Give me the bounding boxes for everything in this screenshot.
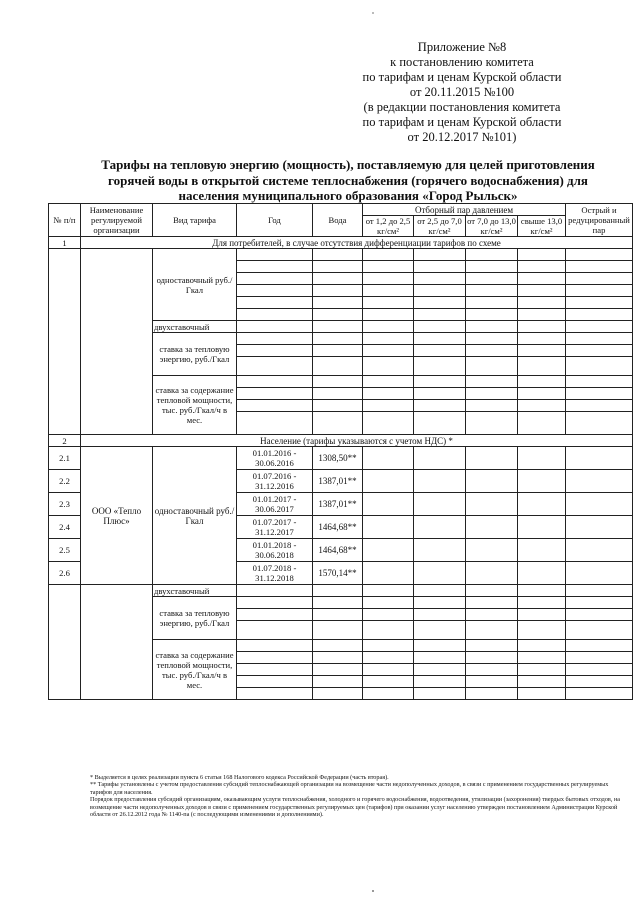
col-sharp-steam-header: Острый и редуцированный пар	[566, 204, 633, 237]
scan-speck	[372, 890, 374, 892]
rate-capacity: ставка за содержание тепловой мощности, тыс. руб./Гкал/ч в мес.	[153, 376, 237, 435]
row-num: 2.2	[49, 470, 81, 493]
rate-energy: ставка за тепловую энергию, руб./Гкал	[153, 333, 237, 376]
tariff-two-part: двухставочный	[153, 321, 237, 333]
col-steam-2: от 2,5 до 7,0 кг/см²	[414, 216, 466, 237]
period: 01.01.2018 - 30.06.2018	[237, 539, 313, 562]
period: 01.01.2017 - 30.06.2017	[237, 493, 313, 516]
document-title	[88, 157, 608, 204]
period: 01.01.2016 - 30.06.2016	[237, 447, 313, 470]
section-label: Население (тарифы указываются с учетом НДС) *	[81, 435, 633, 447]
appendix-block	[312, 40, 612, 145]
table-row	[49, 447, 633, 470]
period: 01.07.2017 - 31.12.2017	[237, 516, 313, 539]
footnotes	[90, 774, 620, 818]
col-steam-1: от 1,2 до 2,5 кг/см²	[363, 216, 414, 237]
row-num: 2.4	[49, 516, 81, 539]
period: 01.07.2018 - 31.12.2018	[237, 562, 313, 585]
scan-speck	[372, 12, 374, 14]
tariff-one-part: одноставочный руб./Гкал	[153, 447, 237, 585]
col-year-header: Год	[237, 204, 313, 237]
appendix-line: по тарифам и ценам Курской области	[362, 70, 562, 84]
water-value: 1464,68**	[313, 516, 363, 539]
period: 01.07.2016 - 31.12.2016	[237, 470, 313, 493]
col-steam-4: свыше 13,0 кг/см²	[518, 216, 566, 237]
water-value: 1387,01**	[313, 493, 363, 516]
rate-energy: ставка за тепловую энергию, руб./Гкал	[153, 597, 237, 640]
tariff-table	[48, 203, 633, 700]
header-row	[49, 204, 633, 216]
section-row	[49, 435, 633, 447]
row-num: 2.5	[49, 539, 81, 562]
tariff-two-part: двухставочный	[153, 585, 237, 597]
water-value: 1464,68**	[313, 539, 363, 562]
col-steam-3: от 7,0 до 13,0 кг/см²	[467, 216, 516, 236]
title-line: населения муниципального образования «Город Рыльск»	[178, 188, 518, 203]
appendix-line: по тарифам и ценам Курской области	[362, 115, 562, 129]
water-value: 1570,14**	[313, 562, 363, 585]
row-num: 2.6	[49, 562, 81, 585]
col-org-header: Наименование регулируемой организации	[81, 204, 153, 237]
col-steam-header: Отборный пар давлением	[363, 204, 566, 216]
section-row	[49, 237, 633, 249]
section-num: 1	[49, 237, 81, 249]
section-label: Для потребителей, в случае отсутствия дифференциации тарифов по схеме	[81, 237, 633, 249]
appendix-line: от 20.11.2015 №100	[409, 85, 515, 99]
water-value: 1308,50**	[313, 447, 363, 470]
appendix-line: Приложение №8	[417, 40, 507, 54]
appendix-line: от 20.12.2017 №101)	[407, 130, 517, 144]
footnote: ** Тарифы установлены с учетом предоставления субсидий теплоснабжающей организации на возмещение части недополученных доходов, в связи с применением государственных регулируемых тарифов для населения.	[90, 781, 609, 796]
appendix-line: к постановлению комитета	[390, 55, 534, 69]
water-value: 1387,01**	[313, 470, 363, 493]
tariff-one-part: одноставочный руб./Гкал	[153, 249, 237, 321]
row-num: 2.3	[49, 493, 81, 516]
footnote: Порядок предоставления субсидий организациям, оказывающим услуги теплоснабжения, холодного и горячего водоснабжения, водоотведения, утилизации (захоронения) твердых бытовых отходов, на возмещение части недополученных доходов в связи с применением государственных регулируемых цен (тарифов) при оказании услуг населению утвержден постановлением Администрации Курской области от 26.12.2012 года № 1140-па (с последующими изменениями и дополнениями).	[90, 796, 620, 819]
footnote: * Выделяется в целях реализации пункта 6 статьи 168 Налогового кодекса Российской Федерации (часть вторая).	[90, 774, 389, 781]
table-row	[49, 249, 633, 261]
title-line: Тарифы на тепловую энергию (мощность), поставляемую для целей приготовления	[101, 157, 595, 172]
org-name: ООО «Тепло Плюс»	[81, 447, 153, 585]
col-num-header: № п/п	[49, 204, 81, 237]
title-line: горячей воды в открытой системе теплоснабжения (горячего водоснабжения) для	[108, 172, 588, 188]
col-water-header: Вода	[313, 204, 363, 237]
section-num: 2	[49, 435, 81, 447]
appendix-line: (в редакции постановления комитета	[363, 100, 561, 114]
row-num: 2.1	[49, 447, 81, 470]
table-row	[49, 585, 633, 597]
col-tariff-type-header: Вид тарифа	[153, 204, 237, 237]
rate-capacity: ставка за содержание тепловой мощности, тыс. руб./Гкал/ч в мес.	[153, 640, 237, 700]
